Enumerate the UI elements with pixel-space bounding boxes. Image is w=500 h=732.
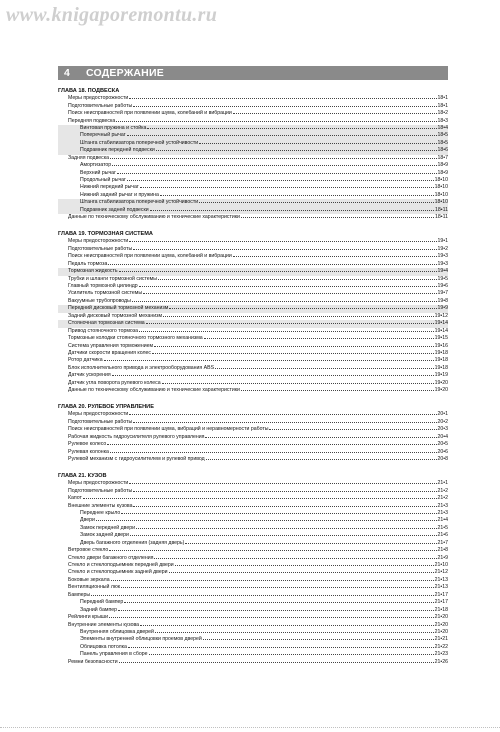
dot-leader — [110, 452, 437, 453]
toc-entry-page: 20•5 — [437, 441, 448, 448]
toc-entry-title: Подрамник передней подвески — [80, 147, 155, 154]
toc-entry[interactable] — [58, 283, 448, 290]
toc-entry-title: Система управления торможением — [68, 342, 154, 349]
toc-entry-title: Задняя подвеска — [68, 154, 110, 161]
toc-entry-page: 18•10 — [434, 184, 448, 191]
toc-entry-page: 19•9 — [437, 305, 448, 312]
chapter-title: ГЛАВА 18. ПОДВЕСКА — [58, 88, 120, 94]
dot-leader — [133, 249, 436, 250]
dot-leader — [121, 513, 436, 514]
toc-entry-title: Панель управления в сборе — [80, 651, 148, 658]
toc-entry-title: Винтовая пружина и стойка — [80, 124, 147, 131]
toc-entry[interactable] — [58, 103, 448, 110]
toc-entry[interactable] — [58, 547, 448, 554]
toc-entry-title: Боковые зеркала — [68, 576, 110, 583]
toc-entry[interactable] — [58, 140, 448, 147]
toc-entry-page: 21•7 — [437, 539, 448, 546]
dot-leader — [154, 346, 434, 347]
toc-entry-title: Передний дисковый тормозной механизм — [68, 305, 169, 312]
chapter-title: ГЛАВА 20. РУЛЕВОЕ УПРАВЛЕНИЕ — [58, 404, 154, 411]
toc-entry-title: Подрамник задней подвески — [80, 206, 149, 213]
toc-entry-title: Внутренняя облицовка дверей — [80, 628, 154, 635]
dot-leader — [169, 572, 434, 573]
dot-leader — [139, 331, 434, 332]
dot-leader — [129, 98, 436, 99]
chapter-section — [58, 88, 448, 222]
toc-entry-title: Стекло двери багажного отделения — [68, 554, 154, 561]
toc-entry[interactable] — [58, 350, 448, 357]
toc-entry[interactable] — [58, 261, 448, 268]
dot-leader — [133, 506, 436, 507]
toc-entry[interactable] — [58, 503, 448, 510]
toc-entry-page: 21•13 — [434, 584, 448, 591]
table-of-contents — [58, 88, 448, 676]
toc-entry[interactable] — [58, 320, 448, 327]
toc-entry-title: Рабочая жидкость гидроусилителя рулевого управления — [68, 433, 205, 440]
toc-entry[interactable] — [58, 372, 448, 379]
chapter-section — [58, 473, 448, 666]
toc-entry-title: Продольный рычаг — [80, 177, 126, 183]
toc-entry[interactable] — [58, 268, 448, 275]
toc-entry-page: 21•12 — [434, 569, 448, 576]
toc-entry-title: Облицовка потолка — [80, 643, 127, 650]
toc-entry-page: 20•8 — [437, 456, 448, 462]
dot-leader — [121, 587, 434, 588]
toc-entry-page: 19•18 — [434, 349, 448, 356]
toc-entry[interactable] — [58, 155, 448, 162]
toc-entry-title: Элементы внутренней облицовки проемов дверей — [80, 636, 202, 643]
toc-entry-title: Внешние элементы кузова — [68, 502, 133, 509]
toc-entry[interactable] — [58, 199, 448, 206]
toc-entry[interactable] — [58, 614, 448, 621]
toc-entry[interactable] — [58, 313, 448, 320]
toc-entry[interactable] — [58, 246, 448, 253]
toc-entry-page: 19•16 — [434, 342, 448, 349]
toc-entry-page: 20•6 — [437, 448, 448, 455]
dot-leader — [241, 390, 434, 391]
toc-entry[interactable] — [58, 644, 448, 651]
toc-entry[interactable] — [58, 132, 448, 139]
toc-entry[interactable] — [58, 584, 448, 591]
toc-entry-title: Бамперы — [68, 591, 91, 598]
toc-entry[interactable] — [58, 555, 448, 562]
toc-entry-title: Меры предосторожности — [68, 480, 129, 487]
dot-leader — [199, 143, 436, 144]
toc-entry-title: Поиск неисправностей при появлении шума, вибраций и неравномерности работы — [68, 426, 269, 433]
toc-entry-page: 18•5 — [437, 139, 448, 146]
toc-entry-page: 19•3 — [437, 260, 448, 267]
toc-entry-page: 19•2 — [437, 245, 448, 252]
toc-entry-page: 19•3 — [437, 253, 448, 260]
toc-entry[interactable] — [58, 419, 448, 426]
toc-entry-page: 19•19 — [434, 372, 448, 379]
toc-entry-page: 19•14 — [434, 320, 448, 327]
toc-entry-title: Меры предосторожности — [68, 95, 129, 102]
toc-entry[interactable] — [58, 517, 448, 524]
dot-leader — [116, 121, 436, 122]
dot-leader — [203, 639, 434, 640]
toc-entry-page: 21•21 — [434, 636, 448, 643]
chapter-title: ГЛАВА 21. КУЗОВ — [58, 473, 107, 480]
dot-leader — [129, 414, 436, 415]
toc-entry-page: 18•11 — [435, 206, 448, 213]
toc-entry-page: 19•8 — [437, 297, 448, 304]
toc-entry-title: Меры предосторожности — [68, 411, 129, 418]
dot-leader — [136, 528, 436, 529]
toc-entry-page: 21•23 — [434, 651, 448, 658]
toc-entry-title: Подготовительные работы — [68, 487, 133, 494]
toc-entry-title: Ротор датчика — [68, 357, 103, 364]
toc-entry-title: Амортизатор — [80, 162, 112, 169]
dot-leader — [117, 173, 437, 174]
toc-entry[interactable] — [58, 328, 448, 335]
toc-entry[interactable] — [58, 110, 448, 117]
dot-leader — [127, 180, 434, 181]
toc-entry-title: Поиск неисправностей при появлении шума, колебаний и вибрации — [68, 253, 232, 260]
toc-entry[interactable] — [58, 276, 448, 283]
dot-leader — [118, 610, 434, 611]
toc-entry[interactable] — [58, 651, 448, 658]
toc-entry[interactable] — [58, 510, 448, 517]
toc-entry-page: 21•10 — [434, 562, 448, 569]
toc-entry-title: Нижний передний рычаг — [80, 184, 139, 191]
toc-entry-title: Поиск неисправностей при появлении шума, колебаний и вибрации — [68, 110, 232, 117]
toc-entry-title: Блок исполнительного привода и электрооборудования ABS — [68, 364, 215, 371]
dot-leader — [175, 565, 434, 566]
toc-entry-title: Рулевой механизм с гидроусилителем и рулевой привод — [68, 456, 205, 462]
toc-entry-page: 21•20 — [434, 628, 448, 635]
toc-entry-title: Привод стояночного тормоза — [68, 327, 138, 334]
toc-entry[interactable] — [58, 357, 448, 364]
toc-entry[interactable] — [58, 622, 448, 629]
toc-entry-page: 18•10 — [434, 191, 448, 198]
toc-entry-title: Нижний задний рычаг и пружина — [80, 191, 159, 198]
toc-entry-title: Поперечный рычаг — [80, 132, 126, 139]
toc-entry[interactable] — [58, 540, 448, 547]
toc-entry-title: Передняя подвеска — [68, 117, 116, 124]
toc-entry-page: 21•2 — [437, 487, 448, 494]
toc-entry-title: Передний бампер — [80, 599, 124, 606]
toc-entry-title: Данные по техническому обслуживанию и технические характеристики — [68, 214, 240, 221]
toc-entry-title: Стояночная тормозная система — [68, 320, 145, 327]
dot-leader — [133, 422, 436, 423]
dot-leader — [152, 353, 434, 354]
dot-leader — [124, 602, 433, 603]
toc-entry-title: Датчики скорости вращения колес — [68, 349, 151, 356]
toc-entry-title: Рулевое колесо — [68, 441, 107, 448]
dot-leader — [163, 316, 434, 317]
toc-entry[interactable] — [58, 569, 448, 576]
dot-leader — [109, 617, 434, 618]
toc-entry-page: 21•6 — [437, 532, 448, 539]
toc-entry-title: Данные по техническому обслуживанию и технические характеристики — [68, 387, 240, 394]
toc-entry-title: Рулевая колонка — [68, 448, 109, 455]
toc-entry-page: 18•9 — [437, 169, 448, 176]
dot-leader — [119, 271, 437, 272]
toc-entry-title: Датчик угла поворота рулевого колеса — [68, 379, 161, 386]
section-title: СОДЕРЖАНИЕ — [86, 67, 164, 79]
toc-entry-page: 20•4 — [437, 433, 448, 440]
toc-entry-page: 19•4 — [437, 268, 448, 275]
toc-entry-page: 18•6 — [437, 147, 448, 154]
toc-entry-page: 21•26 — [434, 658, 448, 665]
dot-leader — [129, 241, 436, 242]
dot-leader — [139, 286, 437, 287]
toc-entry[interactable] — [58, 488, 448, 495]
dot-leader — [154, 558, 436, 559]
toc-entry[interactable] — [58, 607, 448, 614]
toc-entry-page: 19•18 — [434, 364, 448, 371]
toc-entry-page: 21•1 — [437, 480, 448, 487]
dot-leader — [233, 113, 437, 114]
watermark: www.knigaporemontu.ru — [6, 4, 218, 26]
dot-leader — [107, 444, 436, 445]
toc-entry[interactable] — [58, 192, 448, 199]
dot-leader — [110, 158, 436, 159]
page-footer-line — [0, 727, 500, 731]
toc-entry-page: 19•1 — [437, 238, 448, 245]
toc-entry[interactable] — [58, 562, 448, 569]
toc-entry-title: Задний бампер — [80, 606, 118, 613]
toc-entry-page: 21•5 — [437, 524, 448, 531]
toc-entry-page: 18•9 — [437, 162, 448, 169]
toc-entry-page: 19•20 — [434, 379, 448, 386]
toc-entry-page: 21•20 — [434, 621, 448, 628]
dot-leader — [150, 210, 434, 211]
toc-entry[interactable] — [58, 411, 448, 418]
chapter-section — [58, 231, 448, 394]
dot-leader — [119, 662, 434, 663]
toc-entry-page: 19•7 — [437, 290, 448, 297]
toc-entry-title: Стекло и стеклоподъемник задней двери — [68, 569, 168, 576]
dot-leader — [109, 550, 436, 551]
dot-leader — [160, 195, 434, 196]
dot-leader — [162, 383, 434, 384]
toc-entry-page: 18•2 — [437, 110, 448, 117]
toc-entry-title: Капот — [68, 495, 82, 502]
dot-leader — [169, 308, 436, 309]
dot-leader — [96, 520, 437, 521]
toc-entry[interactable] — [58, 599, 448, 606]
toc-entry-page: 18•11 — [435, 214, 448, 221]
toc-entry-title: Тормозные колодки стояночного тормозного механизма — [68, 335, 203, 342]
toc-entry-page: 19•14 — [434, 327, 448, 334]
toc-entry[interactable] — [58, 659, 448, 666]
toc-entry[interactable] — [58, 380, 448, 387]
dot-leader — [108, 264, 436, 265]
toc-entry-page: 19•15 — [434, 335, 448, 342]
toc-entry-page: 21•22 — [434, 643, 448, 650]
toc-entry-page: 21•2 — [437, 495, 448, 502]
dot-leader — [215, 368, 434, 369]
dot-leader — [129, 483, 436, 484]
dot-leader — [146, 323, 434, 324]
toc-entry-title: Стекло и стеклоподъемник передней двери — [68, 562, 174, 569]
dot-leader — [185, 543, 436, 544]
toc-entry[interactable] — [58, 456, 448, 463]
chapter-title: ГЛАВА 19. ТОРМОЗНАЯ СИСТЕМА — [58, 231, 153, 238]
dot-leader — [133, 491, 436, 492]
dot-leader — [112, 165, 436, 166]
toc-entry-title: Рейлинги крыши — [68, 614, 108, 621]
toc-entry-title: Меры предосторожности — [68, 238, 129, 245]
section-header — [58, 66, 448, 80]
dot-leader — [233, 256, 437, 257]
toc-entry-page: 18•10 — [434, 177, 448, 183]
dot-leader — [149, 654, 434, 655]
toc-entry[interactable] — [58, 525, 448, 532]
dot-leader — [241, 217, 434, 218]
dot-leader — [140, 625, 434, 626]
toc-entry[interactable] — [58, 184, 448, 191]
toc-entry[interactable] — [58, 214, 448, 221]
toc-entry[interactable] — [58, 118, 448, 125]
dot-leader — [158, 279, 437, 280]
dot-leader — [83, 498, 437, 499]
toc-entry-title: Дверь багажного отделения (задняя дверь) — [80, 539, 185, 546]
dot-leader — [156, 150, 437, 151]
toc-entry-title: Подготовительные работы — [68, 102, 133, 109]
dot-leader — [199, 202, 434, 203]
toc-entry-page: 21•17 — [434, 599, 448, 606]
toc-entry-title: Ремни безопасности — [68, 658, 118, 665]
toc-entry-title: Переднее крыло — [80, 509, 121, 516]
toc-entry[interactable] — [58, 629, 448, 636]
toc-entry-page: 18•4 — [437, 124, 448, 131]
toc-entry[interactable] — [58, 592, 448, 599]
toc-entry-title: Трубки и шланги тормозной системы — [68, 275, 157, 282]
toc-entry-title: Ветровое стекло — [68, 547, 109, 554]
dot-leader — [128, 647, 434, 648]
toc-entry-page: 18•7 — [437, 154, 448, 161]
toc-entry-page: 21•8 — [437, 547, 448, 554]
dot-leader — [91, 595, 433, 596]
toc-entry-page: 19•12 — [434, 312, 448, 319]
dot-leader — [111, 580, 434, 581]
toc-entry-page: 21•4 — [437, 517, 448, 524]
toc-entry[interactable] — [58, 365, 448, 372]
toc-entry-page: 20•1 — [437, 411, 448, 418]
dot-leader — [206, 459, 437, 460]
dot-leader — [204, 338, 434, 339]
dot-leader — [155, 632, 434, 633]
toc-entry-title: Подготовительные работы — [68, 418, 133, 425]
toc-entry-page: 21•13 — [434, 576, 448, 583]
toc-entry[interactable] — [58, 577, 448, 584]
toc-entry[interactable] — [58, 387, 448, 394]
toc-entry-title: Штанга стабилизатора поперечной устойчивости — [80, 139, 199, 146]
toc-entry-page: 19•5 — [437, 275, 448, 282]
toc-entry[interactable] — [58, 434, 448, 441]
toc-entry[interactable] — [58, 298, 448, 305]
toc-entry-title: Замок задней двери — [80, 532, 129, 539]
toc-entry-title: Датчик ускорения — [68, 372, 111, 379]
toc-entry[interactable] — [58, 636, 448, 643]
toc-entry-title: Усилитель тормозной системы — [68, 290, 143, 297]
toc-entry[interactable] — [58, 480, 448, 487]
dot-leader — [112, 375, 434, 376]
toc-entry-title: Тормозная жидкость — [68, 268, 118, 275]
toc-entry[interactable] — [58, 147, 448, 154]
toc-entry-title: Штанга стабилизатора поперечной устойчивости — [80, 199, 199, 206]
toc-entry[interactable] — [58, 170, 448, 177]
toc-entry-title: Главный тормозной цилиндр — [68, 283, 138, 290]
toc-entry[interactable] — [58, 495, 448, 502]
toc-entry[interactable] — [58, 305, 448, 312]
dot-leader — [205, 437, 436, 438]
toc-entry[interactable] — [58, 290, 448, 297]
toc-entry-title: Подготовительные работы — [68, 245, 133, 252]
dot-leader — [132, 301, 437, 302]
dot-leader — [127, 135, 437, 136]
dot-leader — [269, 429, 436, 430]
toc-entry-page: 18•5 — [437, 132, 448, 139]
toc-entry-title: Внутренние элементы кузова — [68, 621, 140, 628]
toc-entry[interactable] — [58, 441, 448, 448]
toc-entry-page: 21•3 — [437, 509, 448, 516]
toc-entry-page: 19•18 — [434, 357, 448, 364]
dot-leader — [130, 535, 437, 536]
toc-entry-page: 20•2 — [437, 418, 448, 425]
toc-entry-title: Педаль тормоза — [68, 260, 108, 267]
toc-entry-page: 18•10 — [434, 199, 448, 206]
toc-entry[interactable] — [58, 177, 448, 184]
dot-leader — [143, 293, 436, 294]
toc-entry-page: 21•3 — [437, 502, 448, 509]
toc-entry-page: 19•6 — [437, 283, 448, 290]
toc-entry-title: Вентиляционный люк — [68, 584, 121, 591]
toc-entry-page: 18•1 — [437, 102, 448, 109]
toc-entry-page: 21•18 — [434, 606, 448, 613]
toc-entry-title: Задний дисковый тормозной механизм — [68, 312, 163, 319]
toc-entry[interactable] — [58, 238, 448, 245]
toc-entry-page: 21•20 — [434, 614, 448, 621]
section-number: 4 — [64, 67, 70, 79]
toc-entry-page: 21•17 — [434, 591, 448, 598]
toc-entry-page: 18•1 — [437, 95, 448, 102]
toc-entry-title: Двери — [80, 517, 95, 524]
dot-leader — [140, 187, 434, 188]
toc-entry-page: 21•9 — [437, 554, 448, 561]
toc-entry[interactable] — [58, 162, 448, 169]
toc-entry[interactable] — [58, 253, 448, 260]
toc-entry-page: 19•20 — [434, 387, 448, 394]
toc-entry-page: 20•3 — [437, 426, 448, 433]
toc-entry-title: Замок передней двери — [80, 524, 136, 531]
toc-entry[interactable] — [58, 449, 448, 456]
chapter-section — [58, 404, 448, 463]
toc-entry[interactable] — [58, 125, 448, 132]
toc-entry[interactable] — [58, 335, 448, 342]
toc-entry-title: Верхний рычаг — [80, 169, 116, 176]
dot-leader — [104, 360, 434, 361]
toc-entry[interactable] — [58, 532, 448, 539]
toc-entry-title: Вакуумные трубопроводы — [68, 297, 131, 304]
dot-leader — [133, 106, 436, 107]
toc-entry[interactable] — [58, 95, 448, 102]
toc-entry-page: 18•3 — [437, 117, 448, 124]
toc-entry[interactable] — [58, 426, 448, 433]
dot-leader — [147, 128, 436, 129]
toc-entry[interactable] — [58, 207, 448, 214]
toc-entry[interactable] — [58, 343, 448, 350]
